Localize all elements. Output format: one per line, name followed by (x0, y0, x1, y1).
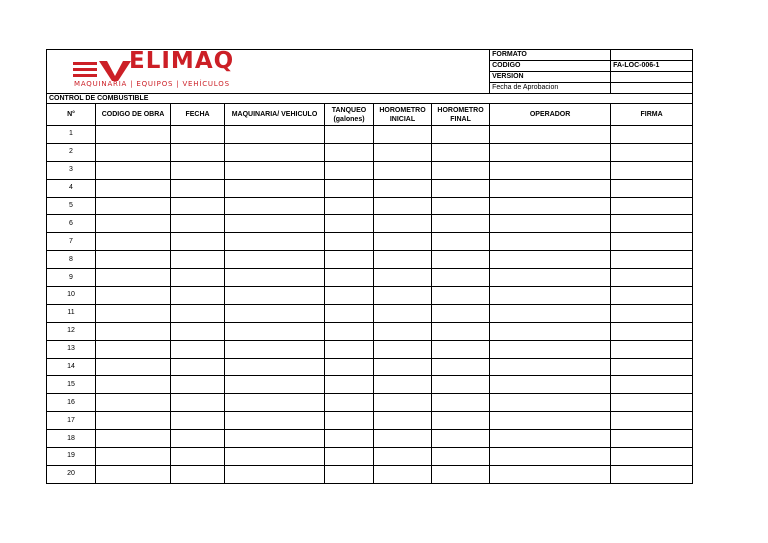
codigo-obra-cell[interactable] (96, 358, 171, 376)
codigo-obra-cell[interactable] (96, 215, 171, 233)
firma-cell[interactable] (611, 448, 693, 466)
fecha-cell[interactable] (171, 215, 225, 233)
tanqueo-cell[interactable] (325, 269, 374, 287)
maquinaria-cell[interactable] (225, 215, 325, 233)
firma-cell[interactable] (611, 304, 693, 322)
horometro-inicial-cell[interactable] (374, 358, 432, 376)
operador-cell[interactable] (490, 340, 611, 358)
operador-cell[interactable] (490, 430, 611, 448)
table-row (47, 215, 693, 233)
firma-cell[interactable] (611, 179, 693, 197)
tanqueo-cell[interactable] (325, 197, 374, 215)
table-row (47, 465, 693, 483)
codigo-obra-cell[interactable] (96, 340, 171, 358)
firma-cell[interactable] (611, 143, 693, 161)
horometro-final-cell[interactable] (432, 322, 490, 340)
maquinaria-cell[interactable] (225, 448, 325, 466)
horometro-final-cell[interactable] (432, 161, 490, 179)
row-number: 14 (47, 358, 96, 376)
tanqueo-cell[interactable] (325, 233, 374, 251)
formato-label: FORMATO (490, 50, 611, 61)
fecha-cell[interactable] (171, 143, 225, 161)
firma-cell[interactable] (611, 358, 693, 376)
firma-cell[interactable] (611, 233, 693, 251)
firma-cell[interactable] (611, 269, 693, 287)
firma-cell[interactable] (611, 340, 693, 358)
operador-cell[interactable] (490, 394, 611, 412)
row-number: 13 (47, 340, 96, 358)
fecha-cell[interactable] (171, 376, 225, 394)
horometro-final-cell[interactable] (432, 126, 490, 144)
row-number: 3 (47, 161, 96, 179)
operador-cell[interactable] (490, 251, 611, 269)
maquinaria-cell[interactable] (225, 287, 325, 305)
row-number: 11 (47, 304, 96, 322)
form-table (46, 49, 693, 484)
row-number: 10 (47, 287, 96, 305)
maquinaria-cell[interactable] (225, 430, 325, 448)
operador-cell[interactable] (490, 358, 611, 376)
maquinaria-cell[interactable] (225, 161, 325, 179)
horometro-final-cell[interactable] (432, 448, 490, 466)
operador-cell[interactable] (490, 465, 611, 483)
fecha-cell[interactable] (171, 465, 225, 483)
codigo-obra-cell[interactable] (96, 197, 171, 215)
tanqueo-cell[interactable] (325, 304, 374, 322)
tanqueo-cell[interactable] (325, 179, 374, 197)
col-header-tanqueo: TANQUEO (galones) (325, 104, 374, 126)
horometro-inicial-cell[interactable] (374, 322, 432, 340)
maquinaria-cell[interactable] (225, 412, 325, 430)
table-row (47, 430, 693, 448)
maquinaria-cell[interactable] (225, 143, 325, 161)
version-label: VERSION (490, 72, 611, 83)
horometro-inicial-cell[interactable] (374, 251, 432, 269)
codigo-obra-cell[interactable] (96, 126, 171, 144)
horometro-inicial-cell[interactable] (374, 430, 432, 448)
codigo-obra-cell[interactable] (96, 304, 171, 322)
horometro-inicial-cell[interactable] (374, 448, 432, 466)
operador-cell[interactable] (490, 448, 611, 466)
operador-cell[interactable] (490, 412, 611, 430)
maquinaria-cell[interactable] (225, 304, 325, 322)
horometro-inicial-cell[interactable] (374, 161, 432, 179)
row-number: 16 (47, 394, 96, 412)
table-row (47, 251, 693, 269)
company-logo (69, 49, 269, 89)
table-row (47, 197, 693, 215)
formato-value[interactable] (611, 50, 693, 61)
tanqueo-cell[interactable] (325, 215, 374, 233)
codigo-obra-cell[interactable] (96, 376, 171, 394)
col-header-operador: OPERADOR (490, 104, 611, 126)
horometro-inicial-cell[interactable] (374, 465, 432, 483)
fecha-cell[interactable] (171, 126, 225, 144)
horometro-inicial-cell[interactable] (374, 394, 432, 412)
codigo-obra-cell[interactable] (96, 269, 171, 287)
col-header-fecha: FECHA (171, 104, 225, 126)
horometro-inicial-cell[interactable] (374, 233, 432, 251)
table-row (47, 358, 693, 376)
row-number: 12 (47, 322, 96, 340)
tanqueo-cell[interactable] (325, 465, 374, 483)
tanqueo-cell[interactable] (325, 376, 374, 394)
tanqueo-cell[interactable] (325, 394, 374, 412)
table-row (47, 304, 693, 322)
maquinaria-cell[interactable] (225, 179, 325, 197)
fecha-cell[interactable] (171, 197, 225, 215)
firma-cell[interactable] (611, 465, 693, 483)
firma-cell[interactable] (611, 197, 693, 215)
tanqueo-cell[interactable] (325, 340, 374, 358)
version-value[interactable] (611, 72, 693, 83)
table-row (47, 233, 693, 251)
fecha-cell[interactable] (171, 304, 225, 322)
firma-cell[interactable] (611, 430, 693, 448)
fecha-cell[interactable] (171, 340, 225, 358)
aprobacion-label: Fecha de Aprobacion (490, 83, 611, 94)
col-header-horometro-inicial: HOROMETRO INICIAL (374, 104, 432, 126)
fecha-cell[interactable] (171, 412, 225, 430)
row-number: 7 (47, 233, 96, 251)
operador-cell[interactable] (490, 143, 611, 161)
codigo-obra-cell[interactable] (96, 233, 171, 251)
table-row (47, 269, 693, 287)
table-row (47, 179, 693, 197)
codigo-obra-cell[interactable] (96, 448, 171, 466)
codigo-obra-cell[interactable] (96, 322, 171, 340)
operador-cell[interactable] (490, 126, 611, 144)
maquinaria-cell[interactable] (225, 322, 325, 340)
codigo-obra-cell[interactable] (96, 430, 171, 448)
horometro-final-cell[interactable] (432, 412, 490, 430)
codigo-obra-cell[interactable] (96, 251, 171, 269)
table-row (47, 412, 693, 430)
logo-brand-text: ELIMAQ (129, 49, 235, 74)
horometro-final-cell[interactable] (432, 465, 490, 483)
fecha-cell[interactable] (171, 233, 225, 251)
codigo-obra-cell[interactable] (96, 465, 171, 483)
codigo-obra-cell[interactable] (96, 179, 171, 197)
horometro-inicial-cell[interactable] (374, 269, 432, 287)
tanqueo-cell[interactable] (325, 322, 374, 340)
tanqueo-cell[interactable] (325, 126, 374, 144)
logo-tagline: MAQUINARIA | EQUIPOS | VEHÍCULOS (74, 79, 230, 88)
row-number: 1 (47, 126, 96, 144)
firma-cell[interactable] (611, 161, 693, 179)
row-number: 15 (47, 376, 96, 394)
horometro-final-cell[interactable] (432, 394, 490, 412)
tanqueo-cell[interactable] (325, 448, 374, 466)
operador-cell[interactable] (490, 197, 611, 215)
maquinaria-cell[interactable] (225, 269, 325, 287)
fecha-cell[interactable] (171, 161, 225, 179)
firma-cell[interactable] (611, 394, 693, 412)
fecha-cell[interactable] (171, 430, 225, 448)
maquinaria-cell[interactable] (225, 233, 325, 251)
maquinaria-cell[interactable] (225, 197, 325, 215)
horometro-final-cell[interactable] (432, 269, 490, 287)
horometro-final-cell[interactable] (432, 376, 490, 394)
horometro-final-cell[interactable] (432, 197, 490, 215)
row-number: 8 (47, 251, 96, 269)
codigo-value: FA-LOC-006-1 (611, 61, 693, 72)
horometro-final-cell[interactable] (432, 215, 490, 233)
fecha-cell[interactable] (171, 179, 225, 197)
operador-cell[interactable] (490, 287, 611, 305)
codigo-obra-cell[interactable] (96, 394, 171, 412)
horometro-final-cell[interactable] (432, 358, 490, 376)
row-number: 5 (47, 197, 96, 215)
table-row (47, 287, 693, 305)
codigo-obra-cell[interactable] (96, 143, 171, 161)
table-row (47, 394, 693, 412)
codigo-label: CODIGO (490, 61, 611, 72)
table-row (47, 143, 693, 161)
table-row (47, 322, 693, 340)
maquinaria-cell[interactable] (225, 340, 325, 358)
operador-cell[interactable] (490, 304, 611, 322)
firma-cell[interactable] (611, 376, 693, 394)
row-number: 4 (47, 179, 96, 197)
horometro-final-cell[interactable] (432, 179, 490, 197)
maquinaria-cell[interactable] (225, 376, 325, 394)
horometro-inicial-cell[interactable] (374, 287, 432, 305)
horometro-inicial-cell[interactable] (374, 215, 432, 233)
firma-cell[interactable] (611, 322, 693, 340)
col-header-horometro-final: HOROMETRO FINAL (432, 104, 490, 126)
firma-cell[interactable] (611, 215, 693, 233)
table-row (47, 340, 693, 358)
tanqueo-cell[interactable] (325, 161, 374, 179)
tanqueo-cell[interactable] (325, 287, 374, 305)
operador-cell[interactable] (490, 161, 611, 179)
operador-cell[interactable] (490, 322, 611, 340)
aprobacion-value[interactable] (611, 83, 693, 94)
maquinaria-cell[interactable] (225, 358, 325, 376)
col-header-firma: FIRMA (611, 104, 693, 126)
table-row (47, 161, 693, 179)
row-number: 9 (47, 269, 96, 287)
horometro-final-cell[interactable] (432, 304, 490, 322)
codigo-obra-cell[interactable] (96, 287, 171, 305)
maquinaria-cell[interactable] (225, 126, 325, 144)
operador-cell[interactable] (490, 233, 611, 251)
fecha-cell[interactable] (171, 394, 225, 412)
horometro-inicial-cell[interactable] (374, 412, 432, 430)
tanqueo-cell[interactable] (325, 143, 374, 161)
row-number: 17 (47, 412, 96, 430)
horometro-final-cell[interactable] (432, 233, 490, 251)
horometro-final-cell[interactable] (432, 430, 490, 448)
fecha-cell[interactable] (171, 448, 225, 466)
operador-cell[interactable] (490, 215, 611, 233)
horometro-inicial-cell[interactable] (374, 376, 432, 394)
fecha-cell[interactable] (171, 251, 225, 269)
table-row (47, 126, 693, 144)
horometro-inicial-cell[interactable] (374, 197, 432, 215)
horometro-final-cell[interactable] (432, 143, 490, 161)
horometro-final-cell[interactable] (432, 251, 490, 269)
firma-cell[interactable] (611, 287, 693, 305)
operador-cell[interactable] (490, 376, 611, 394)
horometro-inicial-cell[interactable] (374, 179, 432, 197)
tanqueo-cell[interactable] (325, 430, 374, 448)
firma-cell[interactable] (611, 412, 693, 430)
table-row (47, 376, 693, 394)
logo-v-mark-icon (73, 60, 135, 82)
codigo-obra-cell[interactable] (96, 412, 171, 430)
codigo-obra-cell[interactable] (96, 161, 171, 179)
horometro-final-cell[interactable] (432, 287, 490, 305)
operador-cell[interactable] (490, 269, 611, 287)
section-title: CONTROL DE COMBUSTIBLE (47, 94, 693, 104)
row-number: 18 (47, 430, 96, 448)
horometro-inicial-cell[interactable] (374, 304, 432, 322)
row-number: 6 (47, 215, 96, 233)
fecha-cell[interactable] (171, 287, 225, 305)
maquinaria-cell[interactable] (225, 394, 325, 412)
tanqueo-cell[interactable] (325, 251, 374, 269)
fecha-cell[interactable] (171, 269, 225, 287)
fecha-cell[interactable] (171, 322, 225, 340)
table-row (47, 448, 693, 466)
tanqueo-cell[interactable] (325, 358, 374, 376)
row-number: 2 (47, 143, 96, 161)
maquinaria-cell[interactable] (225, 465, 325, 483)
firma-cell[interactable] (611, 126, 693, 144)
horometro-inicial-cell[interactable] (374, 143, 432, 161)
row-number: 20 (47, 465, 96, 483)
fuel-control-form (46, 49, 692, 484)
fecha-cell[interactable] (171, 358, 225, 376)
horometro-inicial-cell[interactable] (374, 126, 432, 144)
firma-cell[interactable] (611, 251, 693, 269)
col-header-maquinaria: MAQUINARIA/ VEHICULO (225, 104, 325, 126)
row-number: 19 (47, 448, 96, 466)
table-body (47, 126, 693, 484)
horometro-inicial-cell[interactable] (374, 340, 432, 358)
horometro-final-cell[interactable] (432, 340, 490, 358)
maquinaria-cell[interactable] (225, 251, 325, 269)
col-header-n: N° (47, 104, 96, 126)
tanqueo-cell[interactable] (325, 412, 374, 430)
operador-cell[interactable] (490, 179, 611, 197)
logo-cell (47, 50, 490, 94)
col-header-codigo-obra: CODIGO DE OBRA (96, 104, 171, 126)
